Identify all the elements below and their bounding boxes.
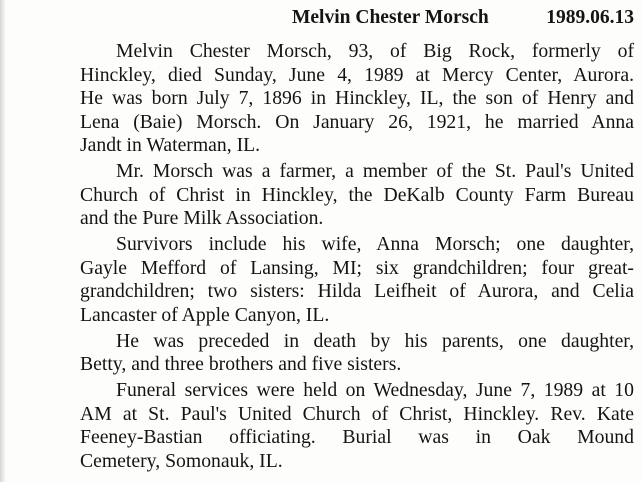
scan-edge-shadow <box>0 0 6 482</box>
text-line: Lena (Baie) Morsch. On January 26, 1921, he married Anna <box>80 110 634 133</box>
text-line: AM at St. Paul's United Church of Christ, Hinckley. Rev. Kate <box>80 402 634 425</box>
obituary-paragraph <box>80 330 634 377</box>
text-line: Cemetery, Somonauk, IL. <box>80 449 283 472</box>
text-line: Lancaster of Apple Canyon, IL. <box>80 303 330 326</box>
obituary-header <box>292 5 634 31</box>
obituary-paragraph <box>80 40 634 158</box>
text-line: Gayle Mefford of Lansing, MI; six grandchildren; four great- <box>80 256 634 279</box>
text-line: Jandt in Waterman, IL. <box>80 134 261 156</box>
text-line: Feeney-Bastian officiating. Burial was in Oak Mound <box>80 426 634 448</box>
obituary-body <box>80 40 634 476</box>
text-line: Survivors include his wife, Anna Morsch; one daughter, <box>116 233 634 255</box>
text-line: Betty, and three brothers and five sisters. <box>80 353 402 375</box>
obituary-title: Melvin Chester Morsch <box>292 7 489 28</box>
text-line: Church of Christ in Hinckley, the DeKalb County Farm Bureau <box>80 183 634 206</box>
text-line: Mr. Morsch was a farmer, a member of the St. Paul's United <box>116 160 634 182</box>
obituary-paragraph <box>80 160 634 231</box>
text-line: Melvin Chester Morsch, 93, of Big Rock, formerly of <box>116 40 634 62</box>
text-line: He was preceded in death by his parents, one daughter, <box>116 329 634 352</box>
obituary-paragraph <box>80 233 634 327</box>
obituary-date: 1989.06.13 <box>546 7 634 28</box>
text-line: Hinckley, died Sunday, June 4, 1989 at Mercy Center, Aurora. <box>80 63 634 86</box>
obituary-paragraph <box>80 379 634 473</box>
text-line: and the Pure Milk Association. <box>80 207 324 229</box>
text-line: He was born July 7, 1896 in Hinckley, IL, the son of Henry and <box>80 87 634 109</box>
text-line: Funeral services were held on Wednesday, June 7, 1989 at 10 <box>116 379 634 401</box>
text-line: grandchildren; two sisters: Hilda Leifheit of Aurora, and Celia <box>80 280 634 302</box>
